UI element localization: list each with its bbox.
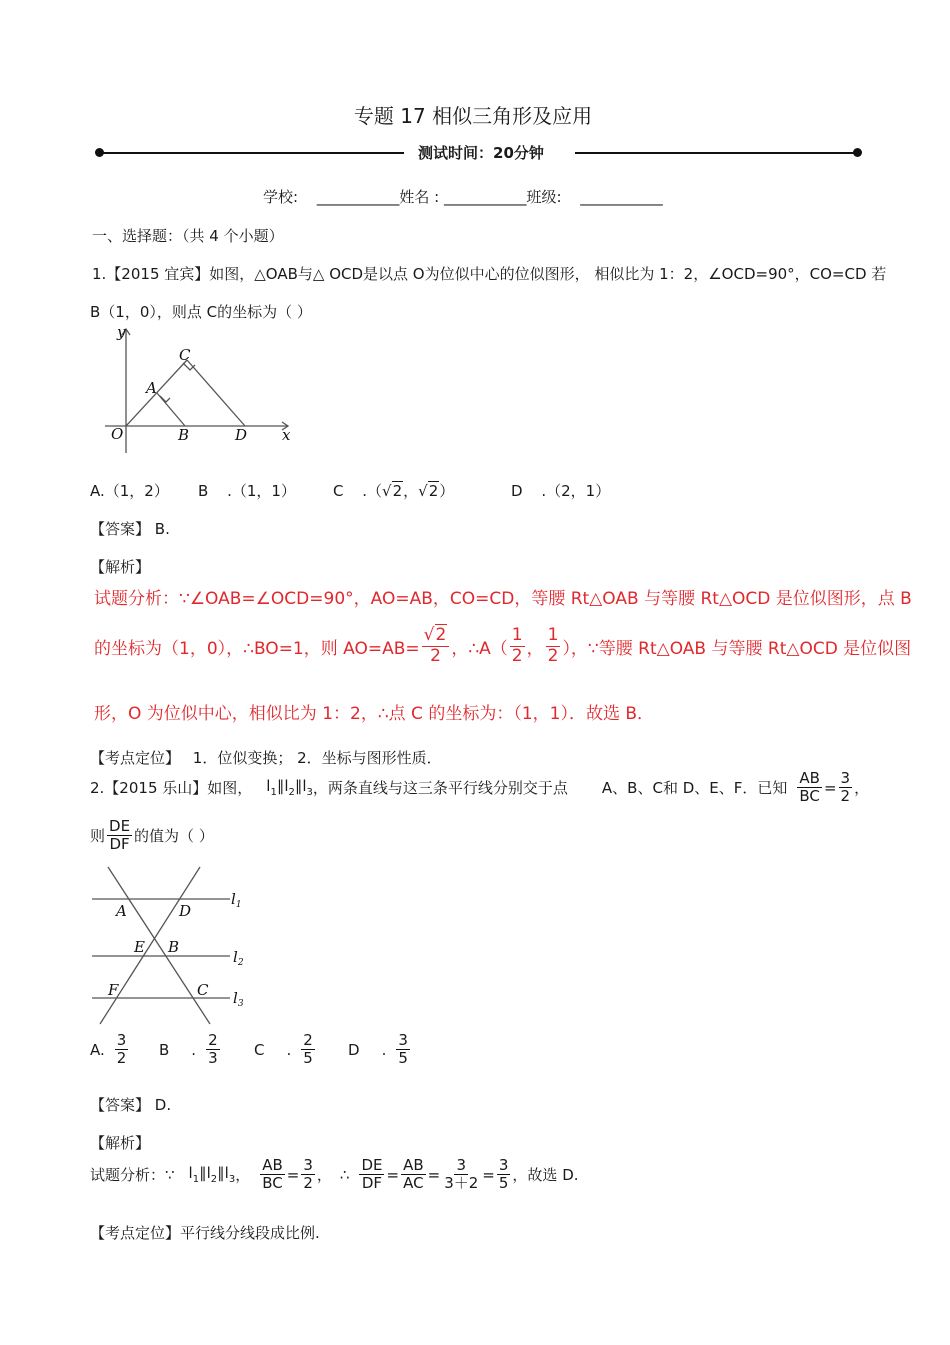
label-y: y <box>117 325 126 341</box>
q1-analysis-line2-b: ，∴A（ <box>451 638 508 659</box>
sub: 3 <box>228 1174 236 1186</box>
label-b: B <box>178 426 190 444</box>
frac <box>301 1032 315 1068</box>
sqrt-icon: √2 <box>382 482 403 500</box>
l: l <box>284 777 289 796</box>
q2-option-a-letter: A. <box>90 1040 105 1059</box>
q2-analysis-a: 试题分析：∵ <box>90 1166 175 1185</box>
q2-answer-label: 【答案】 <box>90 1096 151 1114</box>
rule-left-line <box>99 152 404 154</box>
q1-analysis-line2-d: ），∵等腰 Rt△OAB 与等腰 Rt△OCD 是位似图 <box>562 638 912 659</box>
q1-option-c-open: .（ <box>362 482 383 500</box>
q1-analysis-line2-c: ， <box>526 638 544 659</box>
section-heading: 一、选择题：（共 4 个小题） <box>92 227 284 245</box>
frac-sqrt2-over-2 <box>422 626 450 666</box>
q1-option-c-r2: 2 <box>428 482 439 500</box>
equals: = <box>386 1165 400 1184</box>
sub: 2 <box>237 958 244 968</box>
label-c: C <box>179 346 191 364</box>
q1-option-c-comma: ， <box>403 482 419 500</box>
frac-num: 3 <box>116 1031 127 1049</box>
frac-num: 3 <box>498 1156 509 1174</box>
sub: 1 <box>270 787 277 799</box>
q2-analysis <box>90 1157 579 1193</box>
q1-option-c-close: ） <box>439 482 455 500</box>
dot: . <box>381 1040 387 1059</box>
q1-option-b-value: .（1，1） <box>227 482 296 500</box>
q2-line2-b: 的值为（ ） <box>134 827 214 846</box>
q1-figure <box>100 325 300 455</box>
info-line <box>263 186 663 207</box>
equals: = <box>482 1165 495 1184</box>
label-l2 <box>233 948 244 968</box>
frac-3-2 <box>301 1157 315 1193</box>
q2-option-b-letter: B <box>159 1040 170 1059</box>
frac-den: BC <box>799 787 820 806</box>
q2-answer-value: D. <box>154 1096 172 1114</box>
q1-option-b[interactable] <box>198 480 296 501</box>
frac-num: 1 <box>547 625 559 645</box>
q1-stem-line2: B（1，0），则点 C的坐标为（ ） <box>90 303 312 321</box>
q1-kaodian-label: 【考点定位】 <box>90 749 181 767</box>
q2-option-c-letter: C <box>254 1040 265 1059</box>
frac <box>115 1032 129 1068</box>
dot: . <box>191 1040 197 1059</box>
l: l <box>233 948 238 966</box>
frac-num: 1 <box>511 625 523 645</box>
q2-figure <box>90 862 260 1030</box>
frac-den: 2 <box>511 645 523 666</box>
sub: 3 <box>237 999 244 1009</box>
equals: = <box>823 778 837 797</box>
frac-num: 3 <box>840 769 851 787</box>
q2-answer <box>90 1094 171 1115</box>
l: l <box>206 1164 211 1183</box>
class-blank[interactable]: ___________ <box>580 188 663 206</box>
frac-3-over-3plus2 <box>442 1157 480 1193</box>
class-label: 班级: <box>526 188 562 206</box>
frac-de-df <box>359 1157 384 1193</box>
right-angle-c <box>183 363 195 370</box>
label-d: D <box>235 426 248 444</box>
therefore: ∴ <box>339 1165 350 1184</box>
q2-stem-line2 <box>90 818 214 854</box>
l: l <box>233 989 238 1007</box>
label-o: O <box>111 425 124 443</box>
frac-3-5 <box>497 1157 511 1193</box>
rule-right-line <box>575 152 857 154</box>
label-b: B <box>168 938 180 956</box>
l: l <box>302 777 307 796</box>
q1-analysis-den: 2 <box>430 645 441 666</box>
segment-cd <box>187 360 245 426</box>
sub: 3 <box>306 787 313 799</box>
school-label: 学校: <box>263 188 299 206</box>
q1-analysis-line2 <box>94 626 911 666</box>
label-a: A <box>146 379 157 397</box>
parallel: ∥ <box>217 1164 225 1183</box>
l: l <box>266 777 271 796</box>
frac-den: DF <box>109 835 130 854</box>
q1-option-b-letter: B <box>198 482 209 500</box>
q2-stem-c: A、B、C和 D、E、F．已知 <box>601 779 788 798</box>
q1-kaodian-text: 1．位似变换； 2．坐标与图形性质． <box>192 749 442 767</box>
q1-option-c-letter: C <box>333 482 344 500</box>
name-blank[interactable]: ___________ <box>443 188 527 206</box>
q2-kaodian <box>90 1222 320 1243</box>
page-title: 专题 17 相似三角形及应用 <box>353 104 593 128</box>
q1-analysis-line2-a: 的坐标为（1，0），∴BO=1，则 AO=AB= <box>94 638 420 659</box>
q2-analysis-label: 【解析】 <box>90 1134 151 1152</box>
parallel: ∥ <box>294 777 303 796</box>
q2-option-d[interactable] <box>348 1032 412 1068</box>
q2-line2-a: 则 <box>90 827 106 846</box>
q1-stem-line1: 1.【2015 宜宾】如图，△OAB与△ OCD是以点 O为位似中心的位似图形， 相似比为 1：2，∠OCD=90°，CO=CD 若 <box>92 265 887 283</box>
sqrt-icon: √2 <box>418 482 439 500</box>
frac-den: 3＋2 <box>444 1174 479 1193</box>
frac-ab-ac <box>401 1157 426 1193</box>
frac-den: 5 <box>498 1174 509 1193</box>
test-time: 测试时间：20分钟 <box>418 144 544 162</box>
frac-den: 2 <box>840 787 851 806</box>
frac-one-half-b <box>546 626 561 666</box>
q1-analysis-label: 【解析】 <box>90 558 151 576</box>
label-d: D <box>179 902 192 920</box>
transversal-1 <box>108 867 210 1024</box>
sub: 1 <box>235 900 242 910</box>
frac-de-df <box>107 818 132 854</box>
parallel: ∥ <box>276 777 285 796</box>
frac-num: 3 <box>398 1031 408 1049</box>
frac-num: 2 <box>303 1031 313 1049</box>
q1-kaodian <box>90 747 442 768</box>
frac-num: 3 <box>456 1156 467 1174</box>
frac-ab-bc <box>260 1157 285 1193</box>
frac-ab-bc <box>797 770 822 806</box>
name-label: 姓名 : <box>399 188 440 206</box>
q2-option-c[interactable] <box>254 1032 317 1068</box>
frac-den: AC <box>403 1174 424 1193</box>
label-a: A <box>116 902 127 920</box>
q1-analysis-line3: 形，O 为位似中心，相似比为 1：2，∴点 C 的坐标为：（1，1）．故选 B． <box>94 704 655 724</box>
q2-stem-d: ， <box>854 779 870 798</box>
frac-den: 5 <box>398 1049 408 1068</box>
q2-stem-a: 2.【2015 乐山】如图， <box>90 779 253 798</box>
q1-answer-value: B. <box>154 520 170 538</box>
l: l <box>231 890 236 908</box>
frac-den: 2 <box>303 1174 313 1193</box>
frac-num: AB <box>799 769 820 787</box>
frac <box>396 1032 410 1068</box>
q2-kaodian-label: 【考点定位】 <box>90 1224 181 1242</box>
frac-num: AB <box>403 1156 424 1174</box>
transversal-2 <box>100 867 200 1024</box>
q1-answer-label: 【答案】 <box>90 520 151 538</box>
label-f: F <box>108 981 119 999</box>
frac-num: DE <box>109 817 131 835</box>
label-l3 <box>233 989 244 1009</box>
comma: ， <box>235 1166 251 1185</box>
frac-num: 2 <box>208 1031 218 1049</box>
sqrt-icon: √2 <box>423 625 447 645</box>
label-e: E <box>134 938 145 956</box>
sub: 2 <box>288 787 295 799</box>
q1-option-c[interactable] <box>333 480 454 501</box>
frac-den: 5 <box>303 1049 313 1068</box>
q2-stem-b: ，两条直线与这三条平行线分别交于点 <box>312 779 568 798</box>
q1-option-d-letter: D <box>511 482 523 500</box>
equals: = <box>427 1165 441 1184</box>
q1-analysis-line1: 试题分析：∵∠OAB=∠OCD=90°，AO=AB，CO=CD，等腰 Rt△OAB 与等腰 Rt△OCD 是位似图形，点 B <box>94 589 912 609</box>
equals: = <box>286 1165 300 1184</box>
frac <box>206 1032 220 1068</box>
frac-num: AB <box>262 1156 283 1174</box>
frac-den: 2 <box>116 1049 127 1068</box>
l: l <box>188 1164 193 1183</box>
q2-stem-line1 <box>90 770 869 806</box>
parallel: ∥ <box>199 1164 207 1183</box>
q1-option-a[interactable]: A.（1，2） <box>90 482 169 500</box>
q2-analysis-lines <box>189 1164 236 1185</box>
rule-right-dot <box>853 148 862 157</box>
q2-option-a[interactable] <box>90 1032 130 1068</box>
q2-analysis-end: ，故选 D. <box>512 1166 579 1185</box>
q1-option-c-r1: 2 <box>392 482 403 500</box>
frac-den: 2 <box>547 645 559 666</box>
q1-option-d-value: .（2，1） <box>541 482 611 500</box>
q1-option-d[interactable] <box>511 480 610 501</box>
label-x: x <box>282 426 291 444</box>
label-c: C <box>197 981 209 999</box>
q2-lines <box>266 777 313 798</box>
q2-option-d-letter: D <box>348 1040 360 1059</box>
frac-den: BC <box>262 1174 283 1193</box>
q1-answer <box>90 518 170 539</box>
label-l1 <box>231 890 242 910</box>
frac-one-half-a <box>510 626 525 666</box>
q2-kaodian-text: 平行线分线段成比例. <box>180 1224 320 1242</box>
q1-analysis-sqrt: 2 <box>435 625 447 645</box>
comma: ， <box>316 1166 332 1185</box>
l: l <box>224 1164 229 1183</box>
q2-option-b[interactable] <box>159 1032 222 1068</box>
frac-den: DF <box>361 1174 383 1193</box>
sub: 2 <box>210 1174 218 1186</box>
frac-3-2 <box>839 770 853 806</box>
frac-den: 3 <box>208 1049 218 1068</box>
school-blank[interactable]: ___________ <box>316 188 400 206</box>
frac-num: 3 <box>303 1156 313 1174</box>
frac-num: DE <box>361 1156 383 1174</box>
sub: 1 <box>192 1174 200 1186</box>
dot: . <box>286 1040 292 1059</box>
